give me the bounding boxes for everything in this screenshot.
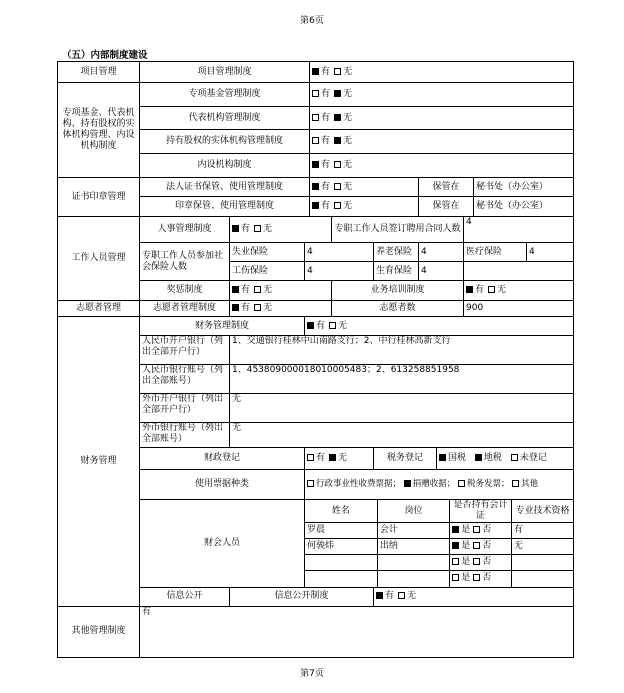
- acct-name: 何骏炜: [305, 539, 377, 555]
- page-header: 第6页: [300, 16, 324, 26]
- checked-box-icon: [232, 225, 239, 232]
- checked-box-icon: [232, 304, 239, 311]
- checked-box-icon: [376, 592, 383, 599]
- special-yn: [310, 154, 574, 178]
- empty-box-icon: [473, 574, 480, 581]
- empty-box-icon: [458, 480, 465, 487]
- reward-rule: 奖惩制度: [140, 281, 230, 301]
- insurance-label: 专职工作人员参加社会保险人数: [140, 243, 230, 281]
- staff-label: 工作人员管理: [58, 217, 140, 301]
- checked-box-icon: [312, 202, 319, 209]
- checked-box-icon: [312, 161, 319, 168]
- bill-label: 使用票据种类: [140, 470, 305, 500]
- option-label: 无: [407, 591, 417, 601]
- empty-box-icon: [334, 68, 341, 75]
- insurance-name: 失业保险: [230, 243, 305, 262]
- tax-options: [437, 448, 574, 470]
- option-label: 有: [321, 89, 331, 99]
- option-label: 有: [321, 181, 331, 192]
- info-label: 信息公开: [140, 587, 230, 606]
- empty-box-icon: [511, 454, 518, 461]
- reward-yn: [230, 281, 332, 301]
- option-label: 无: [497, 285, 507, 295]
- empty-box-icon: [473, 542, 480, 549]
- acct-header: 专业技术资格: [511, 500, 573, 523]
- option-label: 有: [241, 224, 251, 234]
- acct-title: [511, 571, 573, 587]
- empty-box-icon: [329, 322, 336, 329]
- bill-option: 其他: [512, 479, 538, 489]
- empty-box-icon: [307, 454, 314, 461]
- empty-box-icon: [452, 574, 459, 581]
- option-label: 否: [482, 525, 492, 535]
- fx-bank: 无: [230, 394, 574, 423]
- seal-keeper-label: 保管在: [419, 197, 474, 217]
- option-label: 是: [461, 541, 471, 551]
- rmb-bank-label: 人民币开户银行（列出全部开户行）: [140, 336, 230, 365]
- acct-row: [305, 571, 573, 587]
- checked-box-icon: [307, 322, 314, 329]
- special-item: 代表机构管理制度: [140, 107, 310, 130]
- option-label: 有: [475, 285, 485, 295]
- empty-box-icon: [334, 183, 341, 190]
- acct-post: [377, 555, 449, 571]
- option-label: 无: [343, 66, 353, 77]
- finance-rule-yn: [305, 317, 574, 336]
- acct-row: [305, 523, 573, 539]
- empty-box-icon: [254, 225, 261, 232]
- insurance-count: 4: [419, 262, 464, 281]
- option-label: 否: [482, 557, 492, 567]
- checked-box-icon: [312, 183, 319, 190]
- empty-box-icon: [488, 286, 495, 293]
- option-label: 有: [316, 453, 326, 463]
- special-row: [58, 83, 574, 107]
- training-yn: [464, 281, 574, 301]
- acct-cert: [450, 571, 512, 587]
- option-label: 有: [316, 320, 326, 331]
- project-label: 项目管理: [58, 62, 140, 83]
- special-yn: [310, 107, 574, 130]
- empty-box-icon: [512, 480, 519, 487]
- checked-box-icon: [232, 286, 239, 293]
- rmb-bank: 1、交通银行桂林中山南路支行；2、中行桂林高新支行: [230, 336, 574, 365]
- option-label: 有: [321, 66, 331, 77]
- project-rule: 项目管理制度: [140, 62, 310, 83]
- volunteer-count-label: 志愿者数: [332, 301, 464, 317]
- acct-cell: [305, 500, 574, 588]
- checked-box-icon: [312, 68, 319, 75]
- seal-item: 法人证书保管、使用管理制度: [140, 178, 310, 197]
- tax-option: 未登记: [511, 453, 547, 463]
- fx-bank-label: 外币开户银行（列出全部开户行）: [140, 394, 230, 423]
- acct-title: [511, 555, 573, 571]
- volunteer-count: 900: [464, 301, 574, 317]
- personnel-rule: 人事管理制度: [140, 217, 230, 243]
- insurance-count: 4: [305, 243, 374, 262]
- option-label: 无: [343, 160, 353, 170]
- option-label: 是: [461, 557, 471, 567]
- insurance-name: 医疗保险: [464, 243, 527, 262]
- insurance-name: 生育保险: [374, 262, 419, 281]
- checked-box-icon: [475, 454, 482, 461]
- bill-options: [305, 470, 574, 500]
- insurance-name: 工伤保险: [230, 262, 305, 281]
- insurance-count: 4: [419, 243, 464, 262]
- checked-box-icon: [404, 480, 411, 487]
- acct-post: 会计: [377, 523, 449, 539]
- finance-rule: 财务管理制度: [140, 317, 305, 336]
- checked-box-icon: [452, 542, 459, 549]
- option-label: 是: [461, 525, 471, 535]
- tax-label: 税务登记: [374, 448, 437, 470]
- acct-name: [305, 571, 377, 587]
- insurance-empty: [464, 262, 574, 281]
- option-label: 无: [338, 320, 348, 331]
- finance-row: [58, 317, 574, 336]
- option-label: 无: [343, 201, 353, 211]
- insurance-count: 4: [305, 262, 374, 281]
- info-rule: 信息公开制度: [230, 587, 374, 606]
- acct-post: 出纳: [377, 539, 449, 555]
- seal-keeper: 秘书处（办公室）: [474, 178, 574, 197]
- personnel-yn: [230, 217, 332, 243]
- bill-option: 捐赠收据；: [404, 479, 456, 489]
- empty-box-icon: [312, 90, 319, 97]
- empty-box-icon: [307, 480, 314, 487]
- acct-header: 是否持有会计证: [450, 500, 512, 523]
- special-item: 持有股权的实体机构管理制度: [140, 130, 310, 154]
- acct-row: [305, 539, 573, 555]
- option-label: 有: [321, 112, 331, 123]
- special-item: 内设机构制度: [140, 154, 310, 178]
- contract-label: 专职工作人员签订聘用合同人数: [332, 217, 464, 243]
- empty-box-icon: [473, 558, 480, 565]
- checked-box-icon: [452, 526, 459, 533]
- other-value: 有: [140, 606, 574, 657]
- empty-box-icon: [334, 202, 341, 209]
- acct-header: 岗位: [377, 500, 449, 523]
- volunteer-row: [58, 301, 574, 317]
- option-label: 无: [263, 303, 273, 313]
- checked-box-icon: [466, 286, 473, 293]
- option-label: 无: [343, 181, 353, 192]
- fiscal-yn: [305, 448, 374, 470]
- seal-yn: [310, 178, 419, 197]
- special-item: 专项基金管理制度: [140, 83, 310, 107]
- tax-option: 地税: [475, 453, 502, 463]
- fx-account-label: 外币银行账号（列出全部账号）: [140, 423, 230, 448]
- acct-name: [305, 555, 377, 571]
- other-row: [58, 606, 574, 657]
- fiscal-label: 财政登记: [140, 448, 305, 470]
- fx-account: 无: [230, 423, 574, 448]
- empty-box-icon: [254, 304, 261, 311]
- insurance-count: 4: [527, 243, 574, 262]
- rmb-account: 1、453809000018010005483；2、613258851958: [230, 365, 574, 394]
- checked-box-icon: [439, 454, 446, 461]
- option-label: 有: [385, 591, 395, 601]
- option-label: 有: [241, 303, 251, 313]
- option-label: 是: [461, 573, 471, 584]
- finance-label: 财务管理: [58, 317, 140, 607]
- acct-title: 无: [511, 539, 573, 555]
- checked-box-icon: [329, 454, 336, 461]
- page-footer: 第7页: [300, 669, 324, 679]
- internal-system-table: [57, 61, 574, 658]
- section-title: （五）内部制度建设: [62, 50, 148, 61]
- tax-option: 国税: [439, 453, 466, 463]
- volunteer-rule: 志愿者管理制度: [140, 301, 230, 317]
- seal-keeper: 秘书处（办公室）: [474, 197, 574, 217]
- empty-box-icon: [312, 114, 319, 121]
- checked-box-icon: [334, 114, 341, 121]
- acct-table: [305, 500, 573, 587]
- special-label: 专项基金、代表机构、持有股权的实体机构管理、内设机构制度: [58, 83, 140, 178]
- option-label: 无: [343, 89, 353, 99]
- option-label: 无: [343, 136, 353, 146]
- empty-box-icon: [452, 558, 459, 565]
- acct-title: 有: [511, 523, 573, 539]
- acct-cert: [450, 555, 512, 571]
- project-row: [58, 62, 574, 83]
- seal-yn: [310, 197, 419, 217]
- special-yn: [310, 83, 574, 107]
- bill-option: 税务发票；: [458, 479, 510, 489]
- checked-box-icon: [334, 90, 341, 97]
- info-yn: [374, 587, 574, 606]
- training-rule: 业务培训制度: [332, 281, 464, 301]
- option-label: 否: [482, 541, 492, 551]
- empty-box-icon: [312, 137, 319, 144]
- option-label: 有: [241, 285, 251, 295]
- acct-label: 财会人员: [140, 500, 305, 588]
- option-label: 有: [321, 201, 331, 211]
- acct-name: 罗晨: [305, 523, 377, 539]
- option-label: 无: [343, 112, 353, 123]
- contract-count: 4: [464, 217, 574, 243]
- rmb-account-label: 人民币银行账号（列出全部账号）: [140, 365, 230, 394]
- acct-cert: [450, 523, 512, 539]
- bill-option: 行政事业性收费票据；: [307, 479, 401, 489]
- empty-box-icon: [334, 161, 341, 168]
- seal-row: [58, 178, 574, 197]
- staff-row: [58, 217, 574, 243]
- acct-post: [377, 571, 449, 587]
- other-label: 其他管理制度: [58, 606, 140, 657]
- option-label: 无: [338, 453, 348, 463]
- special-yn: [310, 130, 574, 154]
- seal-item: 印章保管、使用管理制度: [140, 197, 310, 217]
- insurance-name: 养老保险: [374, 243, 419, 262]
- acct-header: 姓名: [305, 500, 377, 523]
- acct-row: [305, 555, 573, 571]
- empty-box-icon: [398, 592, 405, 599]
- volunteer-yn: [230, 301, 332, 317]
- checked-box-icon: [334, 137, 341, 144]
- empty-box-icon: [254, 286, 261, 293]
- project-yn: [310, 62, 574, 83]
- seal-keeper-label: 保管在: [419, 178, 474, 197]
- option-label: 有: [321, 136, 331, 146]
- seal-label: 证书印章管理: [58, 178, 140, 217]
- volunteer-label: 志愿者管理: [58, 301, 140, 317]
- option-label: 否: [482, 573, 492, 584]
- acct-cert: [450, 539, 512, 555]
- option-label: 有: [321, 160, 331, 170]
- option-label: 无: [263, 224, 273, 234]
- empty-box-icon: [473, 526, 480, 533]
- option-label: 无: [263, 285, 273, 295]
- acct-header-row: [305, 500, 573, 523]
